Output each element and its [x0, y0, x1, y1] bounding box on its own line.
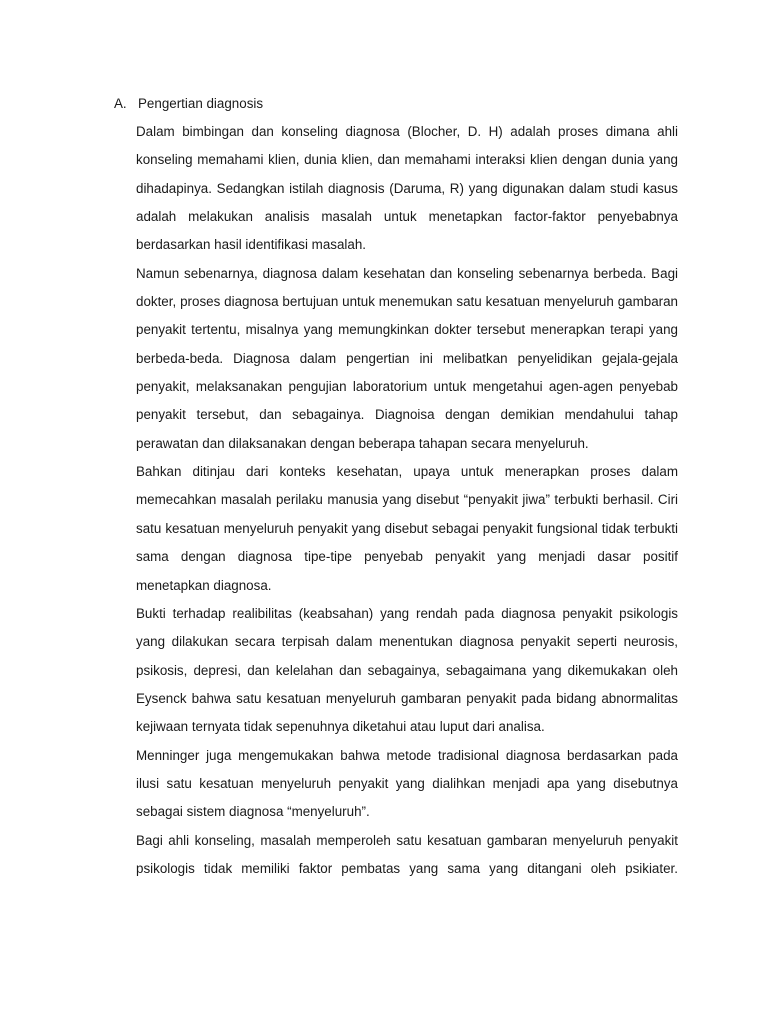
paragraph: Namun sebenarnya, diagnosa dalam kesehatan dan konseling sebenarnya berbeda. Bagi dokter, proses diagnosa bertujuan untuk menemukan satu kesatuan menyeluruh gambaran penyakit tertentu, misalnya yang memungkinkan dokter tersebut menerapkan terapi yang berbeda-beda. Diagnosa dalam pengertian ini melibatkan penyelidikan gejala-gejala penyakit, melaksanakan pengujian laboratorium untuk mengetahui agen-agen penyebab penyakit tersebut, dan sebagainya. Diagnoisa dengan demikian mendahului tahap perawatan dan dilaksanakan dengan beberapa tahapan secara menyeluruh.: [136, 265, 678, 451]
paragraph: Menninger juga mengemukakan bahwa metode tradisional diagnosa berdasarkan pada ilusi satu kesatuan menyeluruh penyakit yang dialihkan menjadi apa yang disebutnya sebagai sistem diagnosa “menyeluruh”.: [136, 747, 678, 820]
section-title: Pengertian diagnosis: [138, 96, 264, 111]
body-text: [136, 118, 678, 883]
section-marker: A.: [114, 96, 127, 111]
paragraph: Bukti terhadap realibilitas (keabsahan) yang rendah pada diagnosa penyakit psikologis yang dilakukan secara terpisah dalam menentukan diagnosa penyakit seperti neurosis, psikosis, depresi, dan kelelahan dan sebagainya, sebagaimana yang dikemukakan oleh Eysenck bahwa satu kesatuan menyeluruh gambaran penyakit pada bidang abnormalitas kejiwaan ternyata tidak sepenuhnya diketahui atau luput dari analisa.: [136, 605, 678, 735]
paragraph: Bahkan ditinjau dari konteks kesehatan, upaya untuk menerapkan proses dalam memecahkan masalah perilaku manusia yang disebut “penyakit jiwa” terbukti berhasil. Ciri satu kesatuan menyeluruh penyakit yang disebut sebagai penyakit fungsional tidak terbukti sama dengan diagnosa tipe-tipe penyebab penyakit yang menjadi dasar positif menetapkan diagnosa.: [136, 464, 678, 593]
paragraph: Bagi ahli konseling, masalah memperoleh satu kesatuan gambaran menyeluruh penyakit psikologis tidak memiliki faktor pembatas yang sama yang ditangani oleh psikiater.: [136, 832, 678, 876]
section-heading: [114, 94, 263, 114]
paragraph: Dalam bimbingan dan konseling diagnosa (Blocher, D. H) adalah proses dimana ahli konseling memahami klien, dunia klien, dan memahami interaksi klien dengan dunia yang dihadapinya. Sedangkan istilah diagnosis (Daruma, R) yang digunakan dalam studi kasus adalah melakukan analisis masalah untuk menetapkan factor-faktor penyebabnya berdasarkan hasil identifikasi masalah.: [136, 124, 678, 253]
